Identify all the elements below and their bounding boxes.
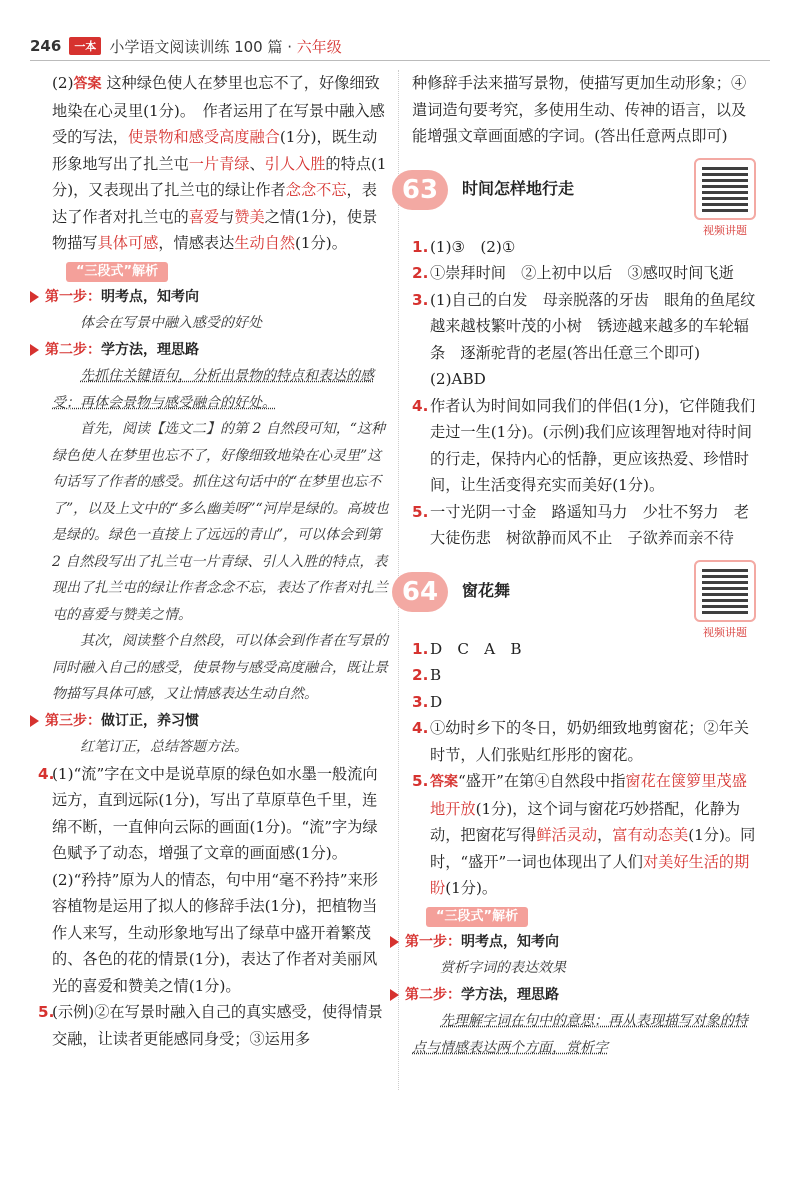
q5-key-2: 鲜活灵动 (536, 826, 598, 844)
answer-text: ①崇拜时间 ②上初中以后 ③感叹时间飞逝 (430, 264, 734, 282)
s64-answer-5 (412, 768, 758, 902)
q2-key-7: 具体可感 (97, 234, 159, 252)
q2-key-2: 一片青绿 (188, 154, 250, 173)
answer-number: 5. (412, 772, 429, 790)
q5-key-1: 窗花在箧箩里茂盛地开放 (430, 772, 747, 818)
section-64-badge: 64 (392, 572, 448, 612)
section-64-header (392, 566, 758, 639)
s64-answer-4 (412, 715, 758, 768)
step-3-label: 第三步： (45, 712, 101, 729)
step-1 (30, 284, 392, 311)
q5-text-a: “盛开”在第④自然段中指 (458, 772, 626, 790)
right-column (401, 70, 771, 1061)
qr-pattern (702, 568, 748, 614)
q2-key-4: 念念不忘 (285, 181, 347, 199)
answer-label: 答案 (73, 76, 102, 92)
q5-continued: 种修辞手法来描写景物，使描写更加生动形象；④遣词造句要考究，多使用生动、传神的语言，以及能增强文章画面感的字词。(答出任意两点即可) (412, 74, 747, 145)
r-step-2 (390, 982, 758, 1009)
s63-answer-3 (412, 287, 771, 367)
answer-text: B (430, 666, 442, 684)
answer-number: 3. (412, 692, 429, 711)
q2-text-c: 、 (249, 154, 265, 173)
q2-key-3: 引人入胜 (264, 154, 326, 173)
analysis-tag: “三段式”解析 (426, 907, 528, 927)
section-63-badge: 63 (392, 170, 448, 210)
s64-answer-2 (412, 662, 758, 689)
header-rule (30, 60, 770, 61)
qr-code-icon[interactable] (694, 158, 756, 220)
step-1-title: 明考点，知考向 (101, 288, 199, 305)
s63-answer-3b (412, 366, 758, 393)
left-column (38, 70, 392, 1052)
qr-caption: 视频讲题 (703, 625, 747, 639)
answer-number: 1. (412, 237, 429, 256)
analysis-tag: “三段式”解析 (66, 262, 168, 282)
q2-key-6: 赞美 (234, 207, 265, 226)
answer-text: (2)ABD (430, 370, 486, 388)
q5-text-c: ， (597, 826, 613, 844)
q5-text: (示例)②在写景时融入自己的真实感受，使得情景交融，让读者更能感同身受；③运用多 (52, 1003, 383, 1048)
q5-text-e: (1分)。 (445, 879, 498, 897)
s63-answer-5 (412, 499, 758, 552)
q4-part-1: (1)“流”字在文中是说草原的绿色如水墨一般流向远方，直到远际(1分)，写出了草原草色千里，连绵不断，一直伸向云际的画面(1分)。“流”字为绿色赋予了动态，增强了文章的画面感(1分)。 (52, 764, 378, 862)
grade-label: 六年级 (296, 37, 342, 56)
q5-text-b: (1分)，这个词与窗花巧妙搭配，化静为动，把窗花写得 (430, 799, 741, 844)
step-arrow-icon (390, 989, 399, 1001)
r-step-2-text: 先理解字词在句中的意思；再从表现描写对象的特点与情感表达两个方面，赏析字 (412, 1013, 748, 1056)
q2-key-5: 喜爱 (188, 207, 220, 226)
step-2-title: 学方法，理思路 (461, 986, 559, 1003)
answer-number: 2. (412, 264, 429, 282)
q2-text-f: 与 (219, 207, 235, 226)
step-arrow-icon (30, 291, 39, 303)
q2-text-h: ，情感表达 (158, 234, 235, 252)
answer-number: 3. (412, 290, 429, 309)
step-1-label: 第一步： (45, 288, 101, 305)
q2-text-g: 之情(1分)，使景物描写 (52, 207, 378, 252)
q5-number: 5. (38, 1003, 55, 1021)
answer-text: D C A B (430, 639, 522, 658)
analysis-paragraph-2: 其次，阅读整个自然段，可以体会到作者在写景的同时融入自己的感受，使景物与感受高度融合，既让景物描写具体可感，又让情感表达生动自然。 (52, 633, 388, 702)
answer-text: (1)③ (2)① (430, 237, 516, 256)
qr-caption: 视频讲题 (703, 223, 747, 237)
book-title-text: 小学语文阅读训练 100 篇 (109, 37, 283, 56)
step-arrow-icon (30, 715, 39, 727)
section-63-title: 时间怎样地行走 (462, 178, 575, 198)
q5-key-4: 对美好生活的期盼 (430, 852, 750, 897)
step-3-title: 做订正，养习惯 (101, 712, 199, 729)
section-64-title: 窗花舞 (462, 580, 511, 600)
analysis-paragraph-1: 首先，阅读【选文二】的第 2 自然段可知，“这种绿色使人在梦里也忘不了，好像细致地染在心灵里”这句话写了作者的感受。抓住这句话中的“在梦里也忘不了”，以及上文中的“多么幽美呀”“河岸是绿的。高坡也是绿的。绿色一直接上了远远的青山”，可以体会到第 2 自然段写出了扎兰屯一片青绿、引人入胜的特点，表现出了扎兰屯的绿让作者念念不忘，表达了作者对扎兰屯的喜爱与赞美之情。 (52, 421, 389, 623)
step-arrow-icon (30, 344, 39, 356)
answer-label: 答案 (430, 774, 458, 790)
step-arrow-icon (390, 936, 399, 948)
q2-key-1: 使景物和感受高度融合 (127, 128, 280, 146)
step-2-label: 第二步： (405, 986, 461, 1003)
answer-number: 4. (412, 719, 429, 737)
answer-number: 5. (412, 502, 429, 521)
q5-key-3: 富有动态美 (612, 826, 689, 844)
s63-answer-4 (412, 393, 758, 499)
step-1-title: 明考点，知考向 (461, 933, 559, 950)
answer-text: (1)自己的白发 母亲脱落的牙齿 眼角的鱼尾纹 越来越枝繁叶茂的小树 锈迹越来越多的车轮辐条 逐渐驼背的老屋(答出任意三个即可) (430, 290, 771, 362)
s63-answer-2 (412, 260, 758, 287)
qr-code-icon[interactable] (694, 560, 756, 622)
step-2-text: 先抓住关键语句，分析出景物的特点和表达的感受；再体会景物与感受融合的好处。 (52, 368, 374, 411)
step-3-text: 红笔订正，总结答题方法。 (80, 739, 248, 755)
step-2-title: 学方法，理思路 (101, 341, 199, 358)
brand-badge: 一本 (69, 37, 101, 55)
q2-label: (2) (52, 74, 74, 92)
section-63-header (392, 164, 758, 237)
page-number: 246 (30, 37, 62, 55)
q4-answer (38, 761, 392, 867)
q2-text-e: ，表达了作者对扎兰屯的 (52, 181, 377, 226)
answer-number: 2. (412, 666, 429, 684)
r-step-1-text: 赏析字词的表达效果 (440, 960, 566, 976)
q2-key-8: 生动自然 (234, 234, 295, 252)
answer-text: D (430, 692, 443, 711)
answer-number: 1. (412, 639, 429, 658)
step-2 (30, 337, 392, 364)
title-separator: · (282, 37, 297, 56)
book-title (109, 36, 342, 57)
q2-text-b: (1分)，既生动形象地写出了扎兰屯 (52, 128, 378, 173)
answer-number: 4. (412, 396, 429, 415)
q4-number: 4. (38, 764, 55, 783)
answer-text: 作者认为时间如同我们的伴侣(1分)，它伴随我们走过一生(1分)。(示例)我们应该理智地对待时间的行走，保持内心的恬静，更应该热爱、珍惜时间，让生活变得充实而美好(1分)。 (430, 396, 756, 494)
q2-text-d: 的特点(1分)，又表现出了扎兰屯的绿让作者 (52, 154, 387, 199)
s64-answer-3 (412, 689, 758, 716)
q2-text-i: (1分)。 (295, 234, 347, 252)
r-step-1 (390, 929, 758, 956)
q2-text-a: 这种绿色使人在梦里也忘不了，好像细致地染在心灵里(1分)。 作者运用了在写景中融入感受的写法， (52, 74, 385, 146)
step-1-label: 第一步： (405, 933, 461, 950)
q5-answer (38, 999, 392, 1052)
qr-pattern (702, 166, 748, 212)
answer-text: 一寸光阴一寸金 路遥知马力 少壮不努力 老大徒伤悲 树欲静而风不止 子欲养而亲不待 (430, 502, 749, 547)
step-2-label: 第二步： (45, 341, 101, 358)
q2-answer (52, 70, 392, 257)
q5-text-d: (1分)。同时，“盛开”一词也体现出了人们 (430, 826, 756, 871)
step-3 (30, 708, 392, 735)
answer-text: ①幼时乡下的冬日，奶奶细致地剪窗花；②年关时节，人们张贴红彤彤的窗花。 (430, 719, 749, 764)
q4-answer-2: (2)“矜持”原为人的情态，句中用“毫不矜持”来形容植物是运用了拟人的修辞手法(1分)，把植物当作人来写，生动形象地写出了绿草中盛开着繁茂的、各色的花的情景(1分)，表达了作者对美丽风光的喜爱和赞美之情(1分)。 (52, 870, 378, 995)
page-header (30, 34, 342, 58)
step-1-text: 体会在写景中融入感受的好处 (80, 315, 262, 331)
